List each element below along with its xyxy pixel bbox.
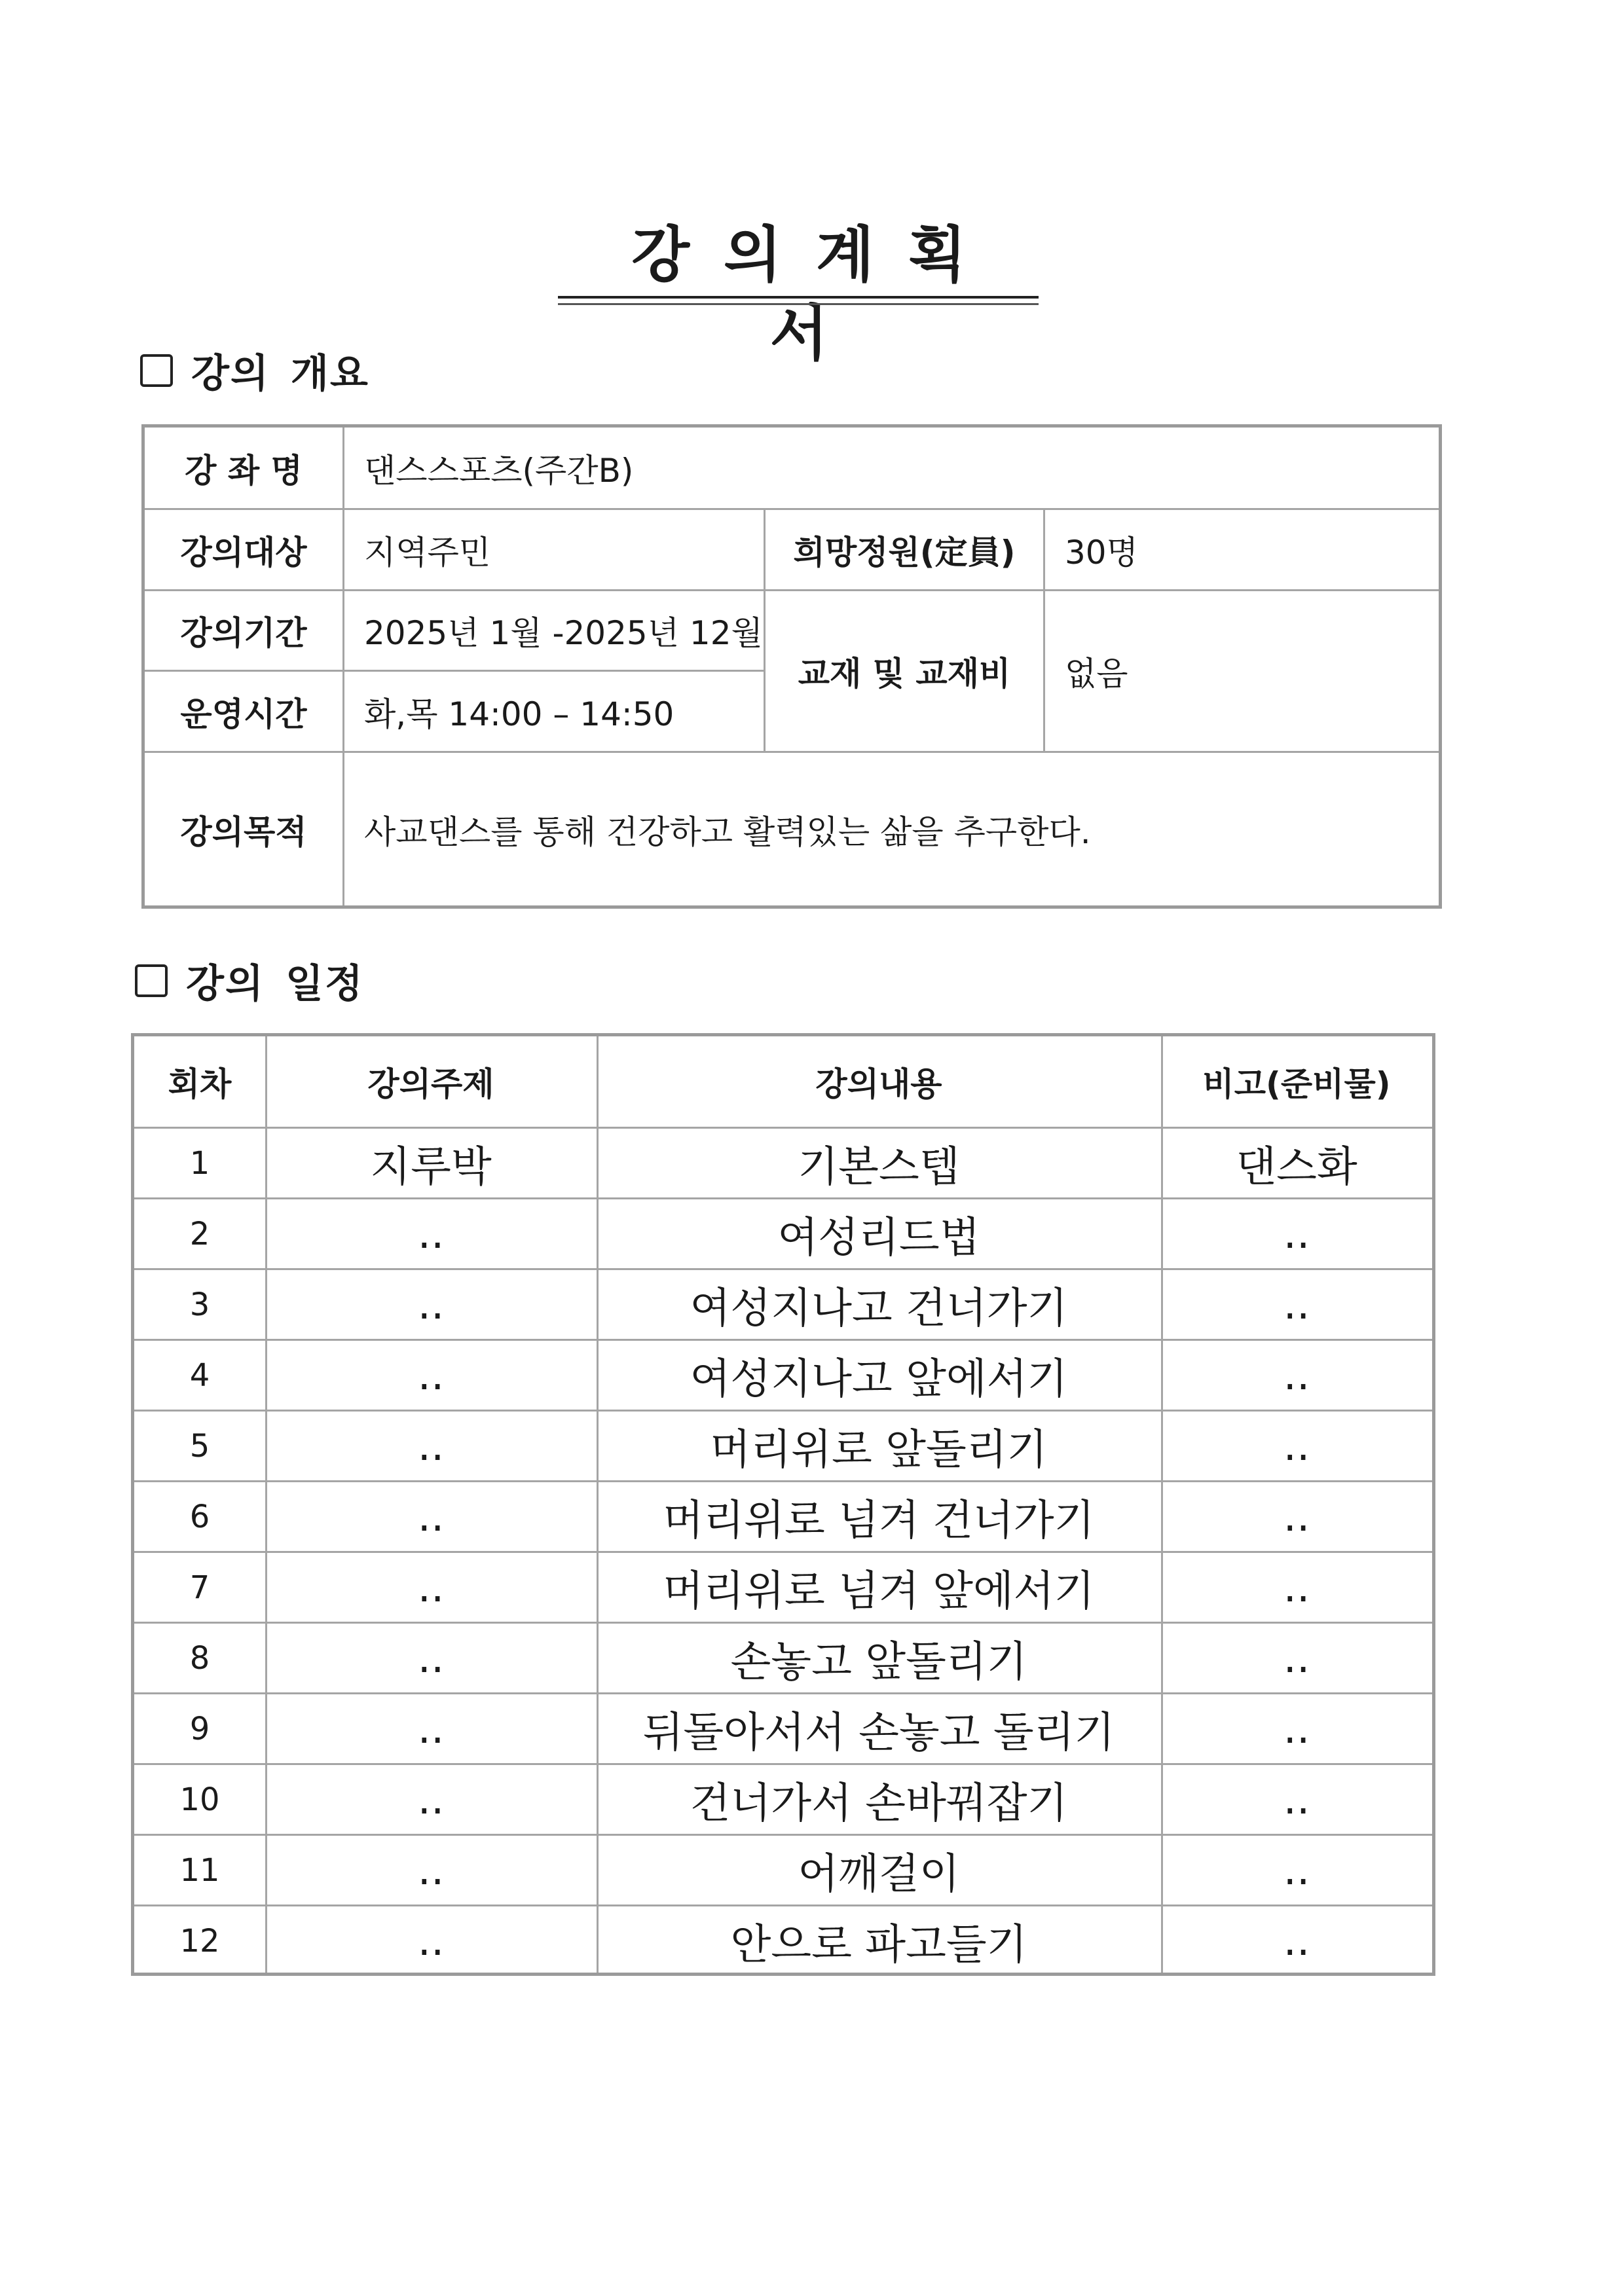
row-topic: .. <box>417 1633 445 1683</box>
textbook-label: 교재 및 교재비 <box>798 655 1011 693</box>
section-heading-overview <box>140 344 369 397</box>
table-row <box>134 1410 1432 1480</box>
row-num: 7 <box>189 1569 210 1606</box>
row-note: .. <box>1283 1209 1310 1258</box>
row-topic: .. <box>417 1916 445 1965</box>
purpose-value: 사교댄스를 통해 건강하고 활력있는 삶을 추구한다. <box>364 812 1091 851</box>
row-num: 12 <box>179 1922 220 1959</box>
row-content: 안으로 파고들기 <box>730 1920 1027 1969</box>
row-note: .. <box>1283 1846 1310 1895</box>
table-row <box>134 1763 1432 1834</box>
table-row <box>134 1480 1432 1551</box>
table-row <box>134 1834 1432 1904</box>
schedule-table <box>131 1033 1435 1976</box>
period-label: 강의기간 <box>180 614 307 652</box>
table-row <box>134 1622 1432 1692</box>
row-note: .. <box>1283 1916 1310 1965</box>
section-heading-word: 개요 <box>290 351 369 397</box>
period-value: 2025년 1월 -2025년 12월 <box>364 614 763 652</box>
hours-value: 화,목 14:00 – 14:50 <box>364 695 674 733</box>
row-num: 6 <box>189 1498 210 1535</box>
table-row <box>134 1551 1432 1622</box>
table-row <box>134 1904 1432 1975</box>
row-note: .. <box>1283 1563 1310 1612</box>
target-label: 강의대상 <box>180 533 307 572</box>
row-num: 11 <box>179 1851 220 1889</box>
title-underline <box>558 296 1039 305</box>
row-note: 댄스화 <box>1236 1142 1357 1192</box>
purpose-label: 강의목적 <box>180 812 307 851</box>
table-row <box>134 1127 1432 1197</box>
hours-label: 운영시간 <box>180 695 307 733</box>
row-note: .. <box>1283 1775 1310 1824</box>
row-content: 건너가서 손바꿔잡기 <box>690 1779 1068 1828</box>
row-content: 머리위로 앞돌리기 <box>710 1425 1048 1474</box>
target-value: 지역주민 <box>364 533 491 572</box>
row-note: .. <box>1283 1351 1310 1400</box>
row-content: 어깨걸이 <box>798 1850 960 1899</box>
section-heading-word: 강의 <box>191 351 270 397</box>
row-content: 손놓고 앞돌리기 <box>730 1637 1027 1686</box>
row-topic: .. <box>417 1351 445 1400</box>
table-row <box>134 1268 1432 1339</box>
column-header-num: 회차 <box>168 1065 232 1103</box>
row-num: 5 <box>189 1427 210 1465</box>
row-topic: .. <box>417 1421 445 1470</box>
row-topic: .. <box>417 1775 445 1824</box>
overview-table <box>141 424 1442 909</box>
capacity-label: 희망정원(定員) <box>793 533 1016 572</box>
column-header-content: 강의내용 <box>815 1065 942 1103</box>
row-topic: .. <box>417 1704 445 1753</box>
section-heading-schedule <box>135 955 364 1007</box>
row-topic: .. <box>417 1492 445 1541</box>
table-row <box>134 1197 1432 1268</box>
row-content: 머리위로 넘겨 건너가기 <box>663 1496 1095 1545</box>
row-num: 2 <box>189 1215 210 1252</box>
row-topic: .. <box>417 1280 445 1329</box>
course-name-value: 댄스스포츠(주간B) <box>364 451 634 490</box>
row-num: 3 <box>189 1286 210 1323</box>
row-topic: 지루박 <box>370 1142 492 1192</box>
textbook-value: 없음 <box>1065 655 1128 693</box>
row-topic: .. <box>417 1846 445 1895</box>
row-note: .. <box>1283 1280 1310 1329</box>
capacity-value: 30명 <box>1065 533 1138 572</box>
row-content: 뒤돌아서서 손놓고 돌리기 <box>642 1708 1115 1757</box>
row-content: 여성지나고 건너가기 <box>690 1284 1068 1333</box>
row-note: .. <box>1283 1633 1310 1683</box>
row-topic: .. <box>417 1209 445 1258</box>
row-note: .. <box>1283 1704 1310 1753</box>
column-header-note: 비고(준비물) <box>1202 1065 1391 1103</box>
page-title: 강의계획서 <box>631 220 1001 369</box>
table-row <box>134 1692 1432 1763</box>
column-header-topic: 강의주제 <box>367 1065 494 1103</box>
row-note: .. <box>1283 1421 1310 1470</box>
row-note: .. <box>1283 1492 1310 1541</box>
row-num: 9 <box>189 1710 210 1747</box>
checkbox-icon <box>135 964 168 997</box>
row-content: 기본스텝 <box>798 1142 960 1192</box>
checkbox-icon <box>140 354 173 387</box>
row-num: 8 <box>189 1639 210 1677</box>
row-content: 여성지나고 앞에서기 <box>690 1355 1068 1404</box>
row-num: 4 <box>189 1357 210 1394</box>
schedule-header-row <box>134 1036 1432 1127</box>
table-row <box>134 1339 1432 1410</box>
row-num: 10 <box>179 1781 220 1818</box>
section-heading-word: 강의 <box>186 961 265 1007</box>
row-num: 1 <box>189 1144 210 1182</box>
row-content: 머리위로 넘겨 앞에서기 <box>663 1567 1095 1616</box>
section-heading-word: 일정 <box>285 961 364 1007</box>
row-content: 여성리드법 <box>777 1213 980 1262</box>
course-name-label: 강 좌 명 <box>185 451 303 490</box>
row-topic: .. <box>417 1563 445 1612</box>
